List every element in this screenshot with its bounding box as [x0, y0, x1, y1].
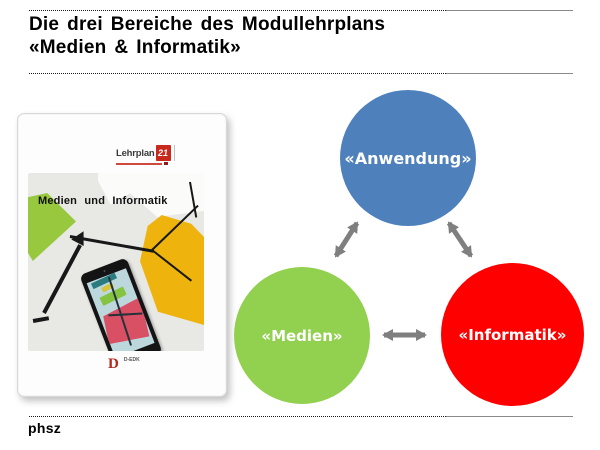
- divider-dotted-segment: [29, 416, 446, 418]
- footer-logo: phsz: [28, 420, 62, 436]
- sketch-arrow-head: [71, 228, 89, 246]
- double-arrow-anwendung-informatik: [449, 223, 471, 256]
- circle-anwendung-label: «Anwendung»: [344, 148, 472, 168]
- dedk-abbr: D-EDK: [123, 357, 140, 363]
- divider-solid-segment: [446, 416, 573, 418]
- page-title: [29, 13, 569, 59]
- cover-title: Medien und Informatik: [38, 195, 168, 207]
- circle-medien: [234, 267, 370, 404]
- divider-solid-segment: [446, 10, 573, 12]
- lehrplan-logo-text: Lehrplan: [116, 147, 155, 159]
- double-arrow-anwendung-medien: [336, 223, 357, 256]
- lehrplan-logo-subline: [116, 163, 162, 165]
- circle-informatik: [441, 263, 584, 406]
- cover-photo: [28, 173, 204, 351]
- lehrplan-logo-subsquare: [164, 162, 168, 165]
- divider-top: [29, 10, 573, 12]
- screen-red-shape: [97, 297, 154, 351]
- lehrplan21-badge-icon: 21: [156, 145, 171, 161]
- page-title-line2: «Medien & Informatik»: [29, 37, 241, 58]
- divider-solid-segment: [446, 73, 573, 75]
- divider-dotted-segment: [29, 10, 446, 12]
- divider-bottom: [29, 416, 573, 418]
- divider-under-title: [29, 73, 573, 75]
- logo-separator: [174, 145, 175, 161]
- dedk-d-icon: D: [108, 356, 119, 372]
- tablet-camera-dot: [103, 270, 106, 273]
- book-cover-image: [17, 113, 227, 397]
- page-title-line1: Die drei Bereiche des Modullehrplans: [29, 14, 386, 35]
- divider-dotted-segment: [29, 73, 446, 75]
- circle-anwendung: [340, 90, 476, 226]
- tablet-screen: [87, 268, 155, 351]
- sketch-arrow-bend: [33, 316, 49, 322]
- dedk-logo: [108, 357, 140, 372]
- circle-medien-label: «Medien»: [261, 326, 343, 345]
- sketch-arrow-shaft: [42, 244, 82, 314]
- dedk-text-block: [124, 357, 140, 362]
- lehrplan21-logo: [116, 145, 175, 161]
- circle-informatik-label: «Informatik»: [458, 325, 567, 344]
